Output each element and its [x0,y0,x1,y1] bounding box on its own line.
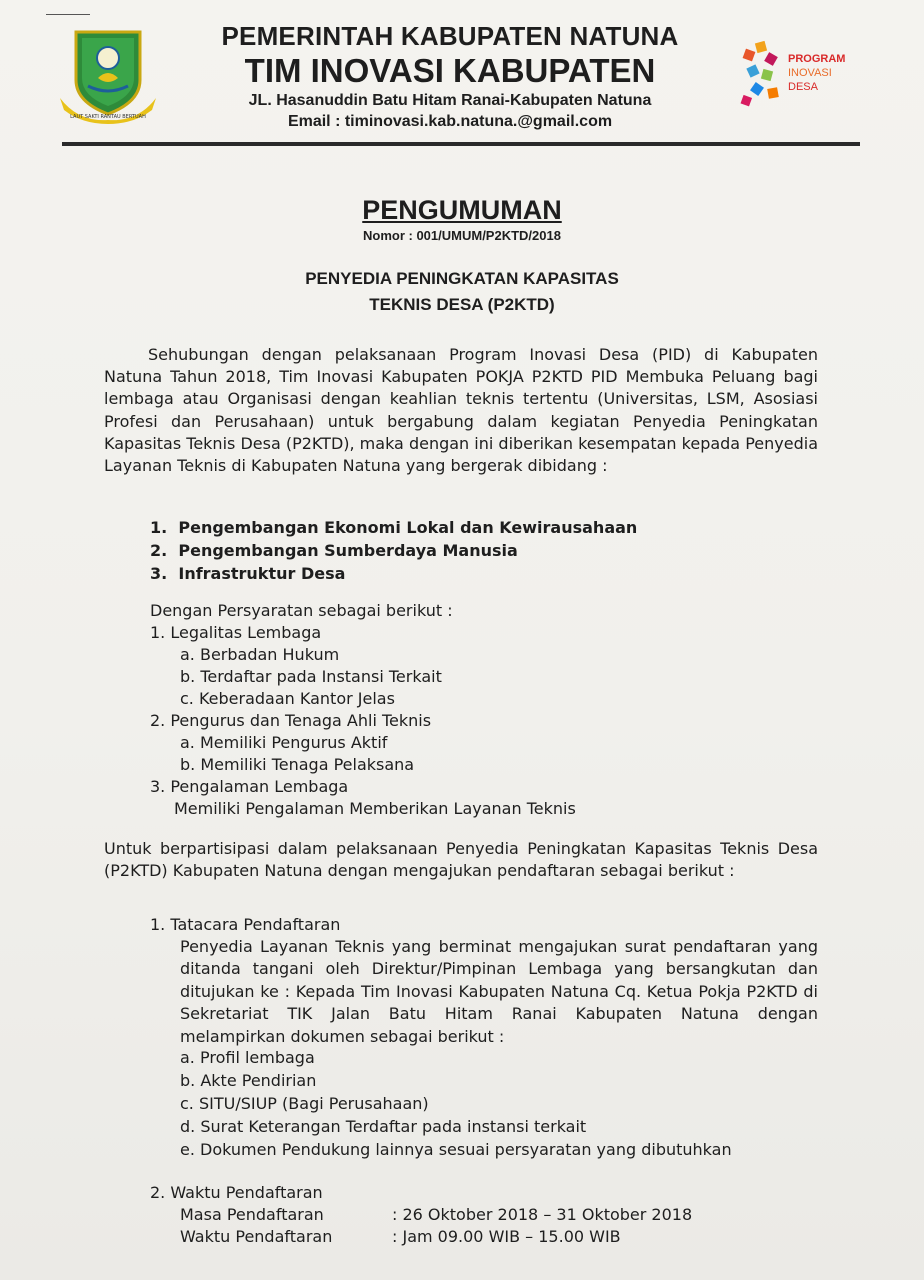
address: JL. Hasanuddin Batu Hitam Ranai-Kabupaten Natuna [248,92,652,109]
requirement-item: 1. Legalitas Lembaga [150,623,322,642]
announcement-number: Nomor : 001/UMUM/P2KTD/2018 [363,228,561,243]
svg-text:PROGRAM: PROGRAM [788,53,846,65]
subject-line-2: TEKNIS DESA (P2KTD) [369,295,555,314]
time-value: : Jam 09.00 WIB – 15.00 WIB [392,1227,621,1246]
document-item: a. Profil lembaga [180,1048,315,1067]
team-name: TIM INOVASI KABUPATEN [244,52,656,89]
requirement-subitem: b. Terdaftar pada Instansi Terkait [180,667,442,686]
registration-title: 1. Tatacara Pendaftaran [150,915,341,934]
requirement-subitem: a. Memiliki Pengurus Aktif [180,733,388,752]
subject-line-1: PENYEDIA PENINGKATAN KAPASITAS [305,269,619,288]
participation-paragraph: Untuk berpartisipasi dalam pelaksanaan Penyedia Peningkatan Kapasitas Teknis Desa (P2KTD) Kabupaten Natuna dengan mengajukan pendaftaran sebagai berikut : [104,839,818,881]
registration-description: Penyedia Layanan Teknis yang berminat mengajukan surat pendaftaran yang ditanda tangani oleh Direktur/Pimpinan Lembaga yang bersangkutan dan ditujukan ke : Kepada Tim Inovasi Kabupaten Natuna Cq. Ketua Pokja P2KTD di Sekretariat TIK Jalan Batu Hitam Ranai Kabupaten Natuna dengan melampirkan dokumen sebagai berikut : [180,937,818,1046]
field-item: 2. Pengembangan Sumberdaya Manusia [150,541,518,560]
document-item: e. Dokumen Pendukung lainnya sesuai persyaratan yang dibutuhkan [180,1140,732,1159]
requirement-text: Memiliki Pengalaman Memberikan Layanan Teknis [174,799,576,818]
announcement-title-block [0,194,924,243]
header-divider [62,142,860,146]
intro-paragraph: Sehubungan dengan pelaksanaan Program Inovasi Desa (PID) di Kabupaten Natuna Tahun 2018, Tim Inovasi Kabupaten POKJA P2KTD PID Membuka Peluang bagi lembaga atau Organisasi dengan keahlian teknis tertentu (Universitas, LSM, Asosiasi Profesi dan Perusahaan) untuk bergabung dalam kegiatan Penyedia Peningkatan Kapasitas Teknis Desa (P2KTD), maka dengan ini diberikan kesempatan kepada Penyedia Layanan Teknis di Kabupaten Natuna yang bergerak dibidang : [104,345,818,476]
field-item: 1. Pengembangan Ekonomi Lokal dan Kewirausahaan [150,518,638,537]
period-label: Masa Pendaftaran [180,1205,324,1224]
svg-text:LAUT SAKTI RANTAU BERTUAH: LAUT SAKTI RANTAU BERTUAH [70,114,146,120]
letterhead [170,20,730,132]
time-label: Waktu Pendaftaran [180,1227,333,1246]
paper-edge-mark [46,14,90,15]
schedule-title: 2. Waktu Pendaftaran [150,1183,323,1202]
document-item: b. Akte Pendirian [180,1071,317,1090]
government-name: PEMERINTAH KABUPATEN NATUNA [221,21,679,51]
document-item: d. Surat Keterangan Terdaftar pada instansi terkait [180,1117,587,1136]
requirement-subitem: b. Memiliki Tenaga Pelaksana [180,755,415,774]
requirement-item: 3. Pengalaman Lembaga [150,777,349,796]
period-value: : 26 Oktober 2018 – 31 Oktober 2018 [392,1205,693,1224]
announcement-subject [0,266,924,318]
svg-text:DESA: DESA [788,81,818,93]
requirement-subitem: a. Berbadan Hukum [180,645,340,664]
document-item: c. SITU/SIUP (Bagi Perusahaan) [180,1094,429,1113]
requirement-item: 2. Pengurus dan Tenaga Ahli Teknis [150,711,432,730]
announcement-title: PENGUMUMAN [362,195,562,225]
requirements-intro: Dengan Persyaratan sebagai berikut : [150,601,453,620]
svg-text:INOVASI: INOVASI [788,67,832,79]
field-item: 3. Infrastruktur Desa [150,564,346,583]
regency-emblem-icon [58,28,158,124]
requirement-subitem: c. Keberadaan Kantor Jelas [180,689,395,708]
program-inovasi-desa-logo-icon [738,38,848,110]
email: Email : timinovasi.kab.natuna.@gmail.com [287,113,613,130]
